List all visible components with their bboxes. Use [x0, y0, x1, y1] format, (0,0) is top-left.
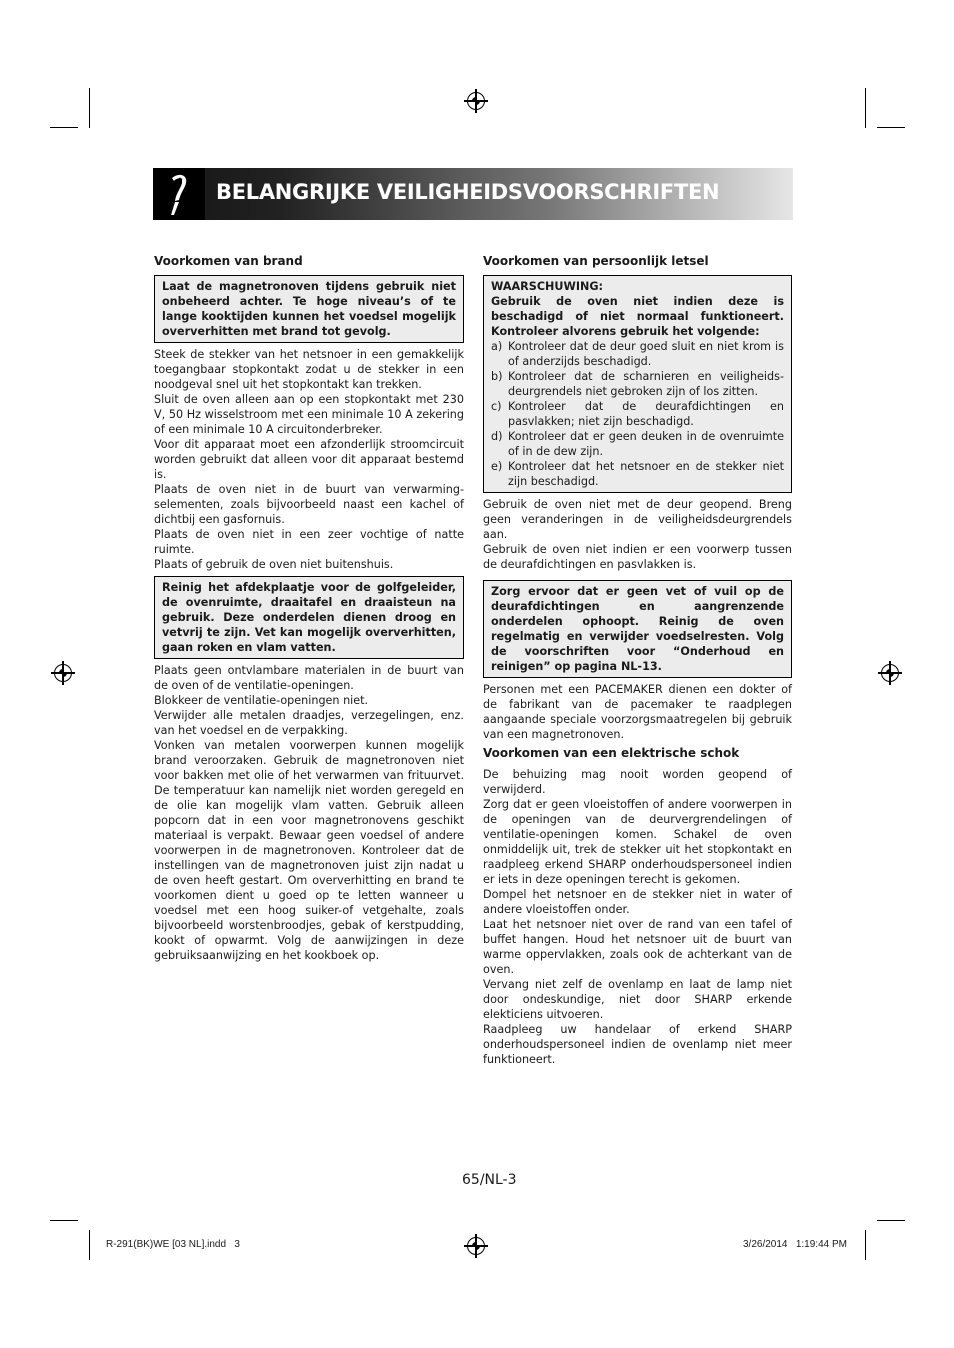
crop-mark	[865, 88, 866, 128]
crop-mark	[877, 127, 905, 128]
paragraph: Dompel het netsnoer en de stekker niet in water of andere vloeistoffen onder.	[483, 888, 792, 916]
right-column	[483, 254, 792, 1067]
paragraph: Verwijder alle metalen draadjes, verzegelingen, enz. van het voedsel en de verpakking.	[154, 709, 464, 737]
paragraph: Zorg dat er geen vloeistoffen of andere voorwerpen in de openingen van de deurvergrendelingen of ventilatie-openingen komen. Schakel de oven onmiddelijk uit, trek de stekker uit het stopkontakt en raadpleeg erkend SHARP onderhoudspersoneel indien er iets in deze openingen terecht is gekomen.	[483, 798, 792, 886]
list-item-text: Kontroleer dat de scharnieren en veiligheids-deurgrendels niet gebroken zijn of los zitten.	[508, 370, 784, 398]
crop-mark	[865, 1230, 866, 1260]
list-item-text: Kontroleer dat het netsnoer en de stekker niet zijn beschadigd.	[508, 460, 784, 488]
paragraph: Plaats de oven niet in een zeer vochtige of natte ruimte.	[154, 528, 464, 556]
warning-text: Reinig het afdekplaatje voor de golfgeleider, de ovenruimte, draaitafel en draaisteun na gebruik. Deze onderdelen dienen droog en vetvrij te zijn. Vet kan mogelijk oververhitten, gaan roken en vlam vatten.	[162, 581, 456, 654]
paragraph: Blokkeer de ventilatie-openingen niet.	[154, 694, 369, 707]
paragraph: Vonken van metalen voorwerpen kunnen mogelijk brand veroorzaken. Gebruik de magnetronoven niet voor bakken met olie of het verwarmen van frituurvet. De temperatuur kan namelijk niet worden geregeld en de olie kan mogelijk vlam vatten. Gebruik alleen popcorn dat in een voor magnetronovens geschikt materiaal is verpakt. Bewaar geen voedsel of andere voorwerpen in de magnetronoven. Kontroleer dat de instellingen van de magnetronoven juist zijn nadat u de oven heeft gestart. Om oververhitting en brand te voorkomen dient u goed op te letten wanneer u voedsel met een hoog suiker-of vetgehalte, zoals bijvoorbeeld worstenbroodjes, gebak of kerstpudding, kookt of opwarmt. Volg de aanwijzingen in deze gebruiksaanwijzing en het kookboek op.	[154, 739, 464, 962]
paragraph: Gebruik de oven niet met de deur geopend. Breng geen veranderingen in de veiligheidsdeurgrendels aan.	[483, 498, 792, 541]
list-item-label: e)	[491, 460, 503, 473]
list-item	[491, 399, 784, 429]
crop-mark	[50, 1220, 78, 1221]
paragraph: Voor dit apparaat moet een afzonderlijk stroomcircuit worden gebruikt dat alleen voor dit apparaat bestemd is.	[154, 438, 464, 481]
section-heading: Voorkomen van een elektrische schok	[483, 746, 740, 760]
crop-mark	[50, 127, 78, 128]
paragraph: Plaats of gebruik de oven niet buitenshuis.	[154, 558, 394, 571]
paragraph: Plaats geen ontvlambare materialen in de buurt van de oven of de ventilatie-openingen.	[154, 664, 464, 692]
paragraph: Personen met een PACEMAKER dienen een dokter of de fabrikant van de pacemaker te raadplegen aangaande speciale voorzorgsmaatregelen bij gebruik van een magnetronoven.	[483, 683, 792, 741]
warning-box	[154, 275, 464, 343]
registration-mark-icon	[881, 664, 899, 682]
list-item-text: Kontroleer dat er geen deuken in de ovenruimte of in de dew zijn.	[508, 430, 784, 458]
warning-box	[154, 576, 464, 659]
crop-mark	[89, 1230, 90, 1260]
page-number: 65/NL-3	[462, 1172, 517, 1188]
paragraph: Vervang niet zelf de ovenlamp en laat de lamp niet door ondeskundige, niet door SHARP erkende elekticiens uitvoeren.	[483, 978, 792, 1021]
list-item	[491, 429, 784, 459]
paragraph: De behuizing mag nooit worden geopend of verwijderd.	[483, 768, 792, 796]
list-item-label: c)	[491, 400, 502, 413]
footer-timestamp: 3/26/2014 1:19:44 PM	[743, 1239, 847, 1250]
paragraph: Gebruik de oven niet indien er een voorwerp tussen de deurafdichtingen en pasvlakken is.	[483, 543, 792, 571]
pen-hand-icon	[153, 168, 205, 220]
footer-filename: R-291(BK)WE [03 NL].indd 3	[106, 1239, 240, 1250]
paragraph: Laat het netsnoer niet over de rand van een tafel of buffet hangen. Houd het netsnoer uit de buurt van warme oppervlakken, zoals ook de achterkant van de oven.	[483, 918, 792, 976]
list-item	[491, 339, 784, 369]
crop-mark	[89, 88, 90, 128]
paragraph: Plaats de oven niet in de buurt van verwarming-selementen, zoals bijvoorbeeld naast een kachel of dichtbij een gasfornuis.	[154, 483, 464, 526]
list-item	[491, 459, 784, 489]
warning-text: Laat de magnetronoven tijdens gebruik niet onbeheerd achter. Te hoge niveau’s of te lange kooktijden kunnen het voedsel mogelijk oververhitten met brand tot gevolg.	[162, 280, 456, 338]
checklist	[491, 339, 784, 489]
paragraph: Steek de stekker van het netsnoer in een gemakkelijk toegangbaar stopkontakt zodat u de stekker in een noodgeval snel uit het stopkontakt kan trekken.	[154, 348, 464, 391]
list-item	[491, 369, 784, 399]
list-item-text: Kontroleer dat de deurafdichtingen en pasvlakken; niet zijn beschadigd.	[508, 400, 784, 428]
warning-box	[483, 275, 792, 493]
paragraph: Sluit de oven alleen aan op een stopkontakt met 230 V, 50 Hz wisselstroom met een minimale 10 A zekering of een minimale 10 A circuitonderbreker.	[154, 393, 464, 436]
warning-text: Zorg ervoor dat er geen vet of vuil op de deurafdichtingen en aangrenzende onderdelen ophoopt. Reinig de oven regelmatig en verwijder voedselresten. Volg de voorschriften voor “Onderhoud en reinigen” op pagina NL-13.	[491, 585, 784, 673]
list-item-label: b)	[491, 370, 503, 383]
left-column	[154, 254, 464, 963]
list-item-label: d)	[491, 430, 503, 443]
registration-mark-icon	[467, 1237, 485, 1255]
registration-mark-icon	[467, 92, 485, 110]
list-item-text: Kontroleer dat de deur goed sluit en niet krom is of anderzijds beschadigd.	[508, 340, 784, 368]
registration-mark-icon	[54, 664, 72, 682]
warning-box	[483, 580, 792, 678]
warning-text: Gebruik de oven niet indien deze is beschadigd of niet normaal funktioneert. Kontroleer alvorens gebruik het volgende:	[491, 295, 784, 338]
list-item-label: a)	[491, 340, 503, 353]
section-heading: Voorkomen van persoonlijk letsel	[483, 254, 709, 268]
warning-title: WAARSCHUWING:	[491, 280, 604, 293]
paragraph: Raadpleeg uw handelaar of erkend SHARP onderhoudspersoneel indien de ovenlamp niet meer funktioneert.	[483, 1023, 792, 1066]
crop-mark	[877, 1220, 905, 1221]
page-title: BELANGRIJKE VEILIGHEIDSVOORSCHRIFTEN	[216, 180, 720, 204]
section-heading: Voorkomen van brand	[154, 254, 303, 268]
